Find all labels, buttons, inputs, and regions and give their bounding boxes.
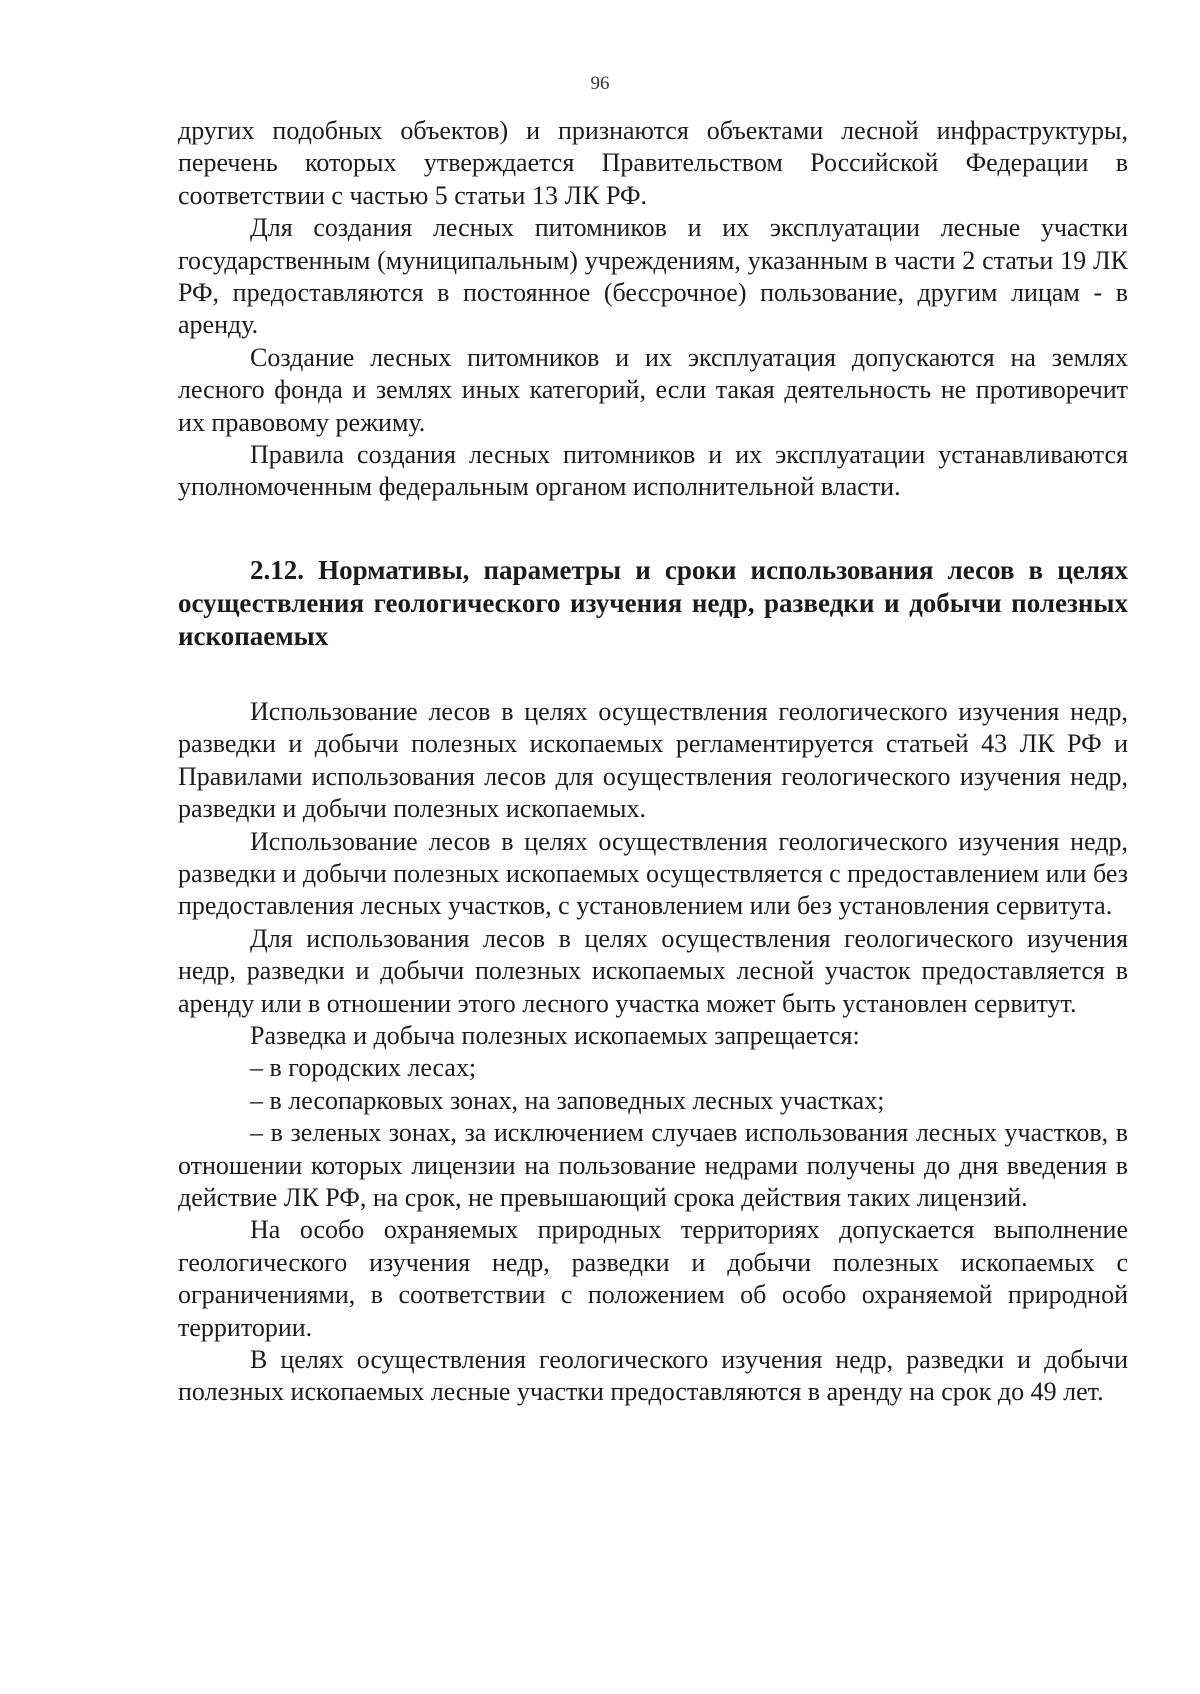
page-number: 96 [590,73,610,94]
list-item: – в зеленых зонах, за исключением случаев использования лесных участков, в отношении которых лицензии на пользование недрами получены до дня введения в действие ЛК РФ, на срок, не превышающий срока действия таких лицензий. [178,1118,1128,1212]
paragraph: В целях осуществления геологического изучения недр, разведки и добычи полезных ископаемых лесные участки предоставляются в аренду на срок до 49 лет. [178,1345,1128,1407]
paragraph: Использование лесов в целях осуществления геологического изучения недр, разведки и добычи полезных ископаемых осуществляется с предоставлением или без предоставления лесных участков, с установлением или без установления сервитута. [178,826,1128,921]
paragraph: Для использования лесов в целях осуществления геологического изучения недр, разведки и добычи полезных ископаемых лесной участок предоставляется в аренду или в отношении этого лесного участка может быть установлен сервитут. [178,923,1128,1018]
paragraph: На особо охраняемых природных территориях допускается выполнение геологического изучения недр, разведки и добычи полезных ископаемых с ограничениями, в соответствии с положением об особо охраняемой природной территории. [178,1215,1128,1342]
page-content [178,115,1128,1409]
list-item: – в лесопарковых зонах, на заповедных лесных участках; [250,1085,885,1115]
section-heading: 2.12. Нормативы, параметры и сроки использования лесов в целях осуществления геологического изучения недр, разведки и добычи полезных ископаемых [178,554,1128,651]
section-body [178,696,1128,1409]
list-item: – в городских лесах; [250,1053,477,1083]
paragraph: Создание лесных питомников и их эксплуатация допускаются на землях лесного фонда и землях иных категорий, если такая деятельность не противоречит их правовому режиму. [178,342,1128,437]
paragraph: Разведка и добыча полезных ископаемых запрещается: [250,1020,860,1050]
paragraph: Использование лесов в целях осуществления геологического изучения недр, разведки и добычи полезных ископаемых регламентируется статьей 43 ЛК РФ и Правилами использования лесов для осуществления геологического изучения недр, разведки и добычи полезных ископаемых. [178,696,1128,824]
paragraph-continuation: других подобных объектов) и признаются объектами лесной инфраструктуры, перечень которых утверждается Правительством Российской Федерации в соответствии с частью 5 статьи 13 ЛК РФ. [178,116,1128,210]
paragraph: Правила создания лесных питомников и их эксплуатации устанавливаются уполномоченным федеральным органом исполнительной власти. [178,440,1128,502]
paragraph: Для создания лесных питомников и их эксплуатации лесные участки государственным (муниципальным) учреждениям, указанным в части 2 статьи 19 ЛК РФ, предоставляются в постоянное (бессрочное) пользование, другим лицам - в аренду. [178,213,1128,340]
